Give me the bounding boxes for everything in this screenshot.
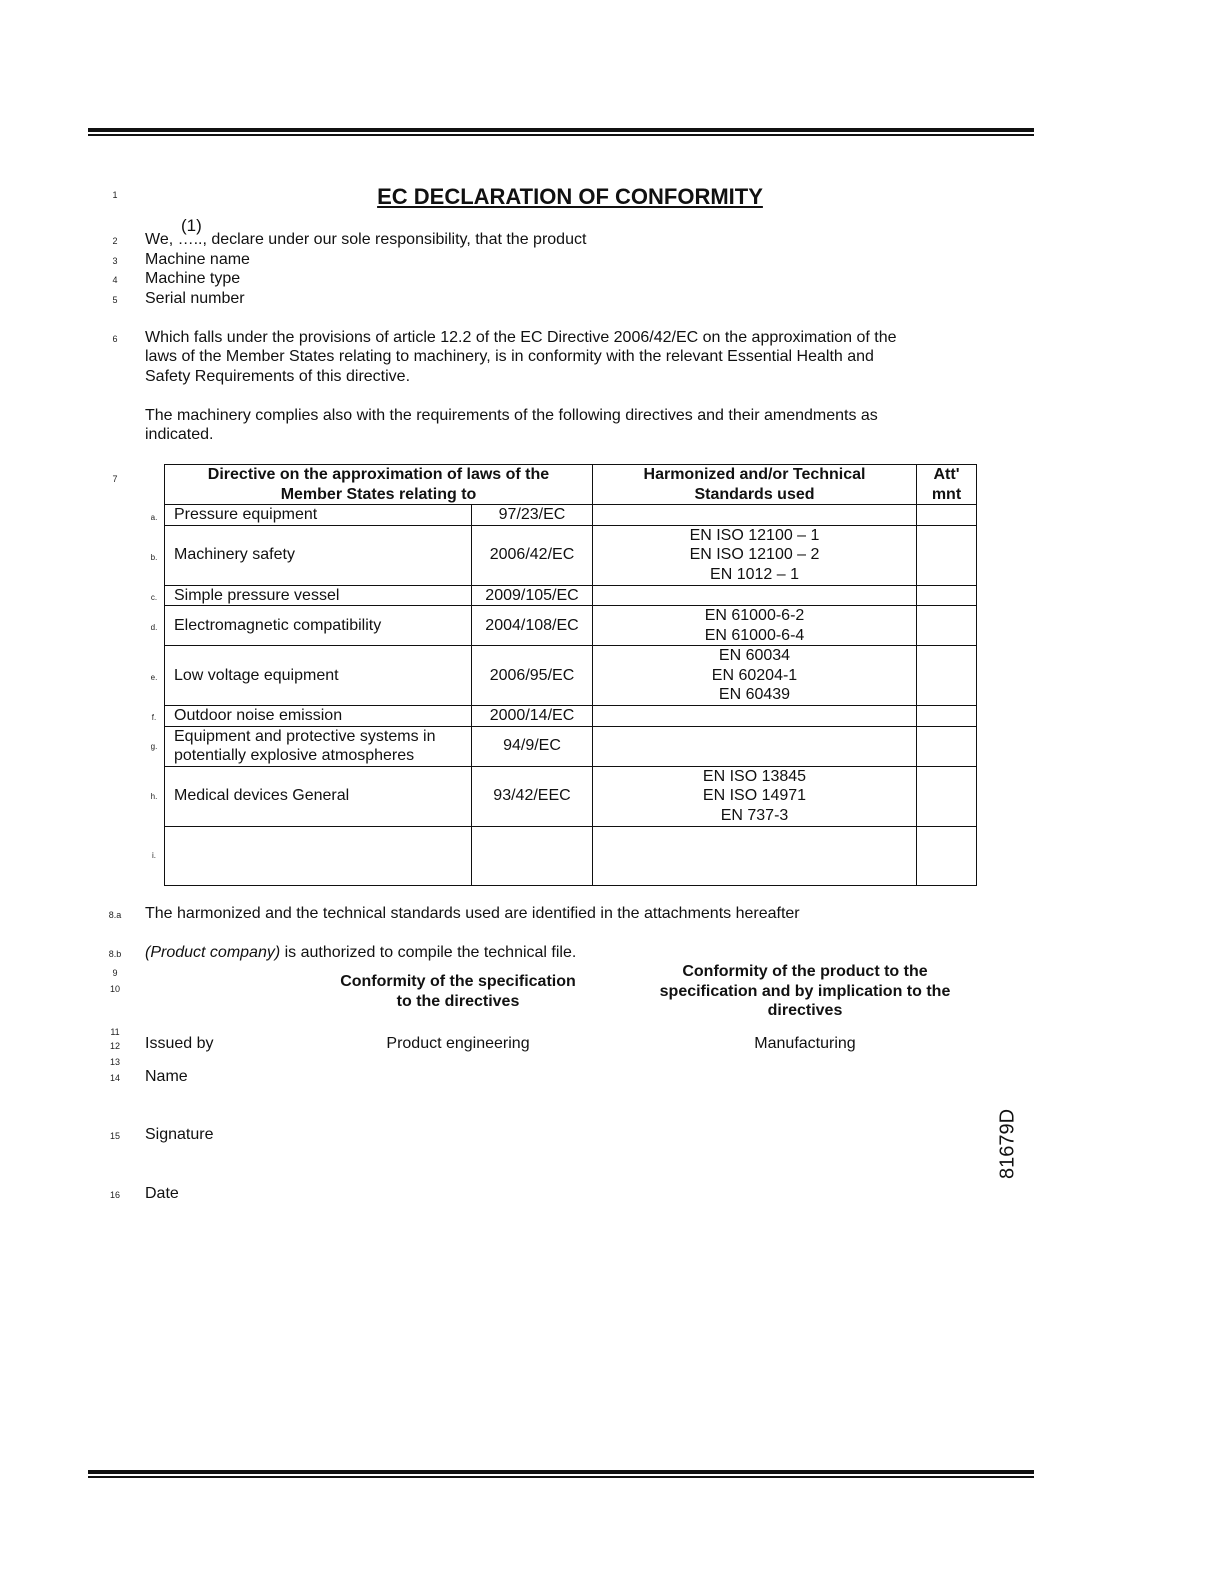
- row-label-g: g.: [150, 742, 158, 751]
- standards-cell: [593, 726, 917, 766]
- complies-paragraph-line: indicated.: [145, 426, 214, 443]
- line-number-8b: 8.b: [108, 949, 122, 959]
- issued-by-engineering: Product engineering: [386, 1035, 530, 1052]
- line-number-2: 2: [112, 236, 118, 246]
- line-number-13: 13: [109, 1057, 120, 1067]
- directive-name: Electromagnetic compatibility: [165, 606, 472, 646]
- standards-cell: [593, 525, 917, 585]
- standards-cell: [593, 826, 917, 885]
- line-number-3: 3: [112, 256, 118, 266]
- row-label-d: d.: [150, 623, 158, 632]
- note-8b: [145, 943, 576, 963]
- standard-item: EN 61000-6-2: [704, 607, 805, 624]
- line-number-1: 1: [112, 190, 118, 200]
- heading-line: specification and by implication to the: [659, 982, 951, 1000]
- standards-cell: [593, 505, 917, 526]
- directive-name: [165, 826, 472, 885]
- table-row: [165, 585, 977, 606]
- row-label-f: f.: [151, 713, 157, 722]
- table-header-row: [165, 465, 977, 505]
- attachment-cell: [917, 525, 977, 585]
- directive-code: 2006/95/EC: [472, 646, 593, 706]
- name-label: Name: [145, 1068, 188, 1085]
- directive-name: Pressure equipment: [165, 505, 472, 526]
- table-row: [165, 606, 977, 646]
- attachment-cell: [917, 726, 977, 766]
- row-label-e: e.: [150, 673, 158, 682]
- attachment-cell: [917, 585, 977, 606]
- line-number-11: 11: [110, 1027, 120, 1037]
- directive-name: Low voltage equipment: [165, 646, 472, 706]
- heading-line: directives: [767, 1002, 843, 1019]
- standards-cell: [593, 766, 917, 826]
- line-number-6: 6: [112, 334, 118, 344]
- table-row: [165, 766, 977, 826]
- row-label-c: c.: [150, 593, 158, 602]
- row-label-b: b.: [150, 553, 158, 562]
- top-rule: [88, 128, 1034, 136]
- standards-cell: [593, 706, 917, 727]
- bottom-rule: [88, 1470, 1034, 1478]
- footnote-marker: (1): [181, 216, 202, 235]
- line-number-8a: 8.a: [108, 910, 122, 920]
- page-title: EC DECLARATION OF CONFORMITY: [377, 184, 763, 209]
- attachment-cell: [917, 826, 977, 885]
- table-row: [165, 826, 977, 885]
- standard-item: EN 60034: [718, 647, 791, 665]
- row-label-i: i.: [152, 851, 156, 860]
- signature-label: Signature: [145, 1126, 214, 1143]
- line-number-4: 4: [112, 275, 118, 285]
- note-8b-text: is authorized to compile the technical file.: [280, 944, 577, 961]
- directive-code: 2009/105/EC: [472, 585, 593, 606]
- heading-line: to the directives: [396, 992, 520, 1010]
- note-8a: The harmonized and the technical standards used are identified in the attachments hereafter: [145, 905, 800, 922]
- serial-number-label: Serial number: [145, 290, 245, 307]
- provisions-paragraph-line: laws of the Member States relating to machinery, is in conformity with the relevant Essential Health and: [145, 348, 874, 365]
- line-number-15: 15: [109, 1131, 120, 1141]
- standards-cell: [593, 606, 917, 646]
- machine-type-label: Machine type: [145, 270, 241, 287]
- attachment-cell: [917, 606, 977, 646]
- directive-code: 94/9/EC: [472, 726, 593, 766]
- line-number-5: 5: [112, 295, 118, 305]
- line-number-16: 16: [109, 1190, 120, 1200]
- attachment-cell: [917, 766, 977, 826]
- header-attachment: Att' mnt: [917, 465, 977, 505]
- standard-item: EN 61000-6-4: [704, 626, 805, 644]
- standards-cell: [593, 585, 917, 606]
- standard-item: EN ISO 12100 – 2: [689, 546, 820, 564]
- line-number-10: 10: [109, 984, 120, 994]
- directive-code: 97/23/EC: [472, 505, 593, 526]
- line-number-7: 7: [112, 474, 118, 484]
- attachment-cell: [917, 505, 977, 526]
- directive-name-line: potentially explosive atmospheres: [174, 747, 415, 764]
- table-row: [165, 706, 977, 727]
- header-standards: Harmonized and/or Technical Standards used: [593, 465, 917, 505]
- figure-code: 81679D: [996, 1108, 1019, 1180]
- heading-line: Conformity of the product to the: [682, 963, 928, 980]
- directive-name: Outdoor noise emission: [165, 706, 472, 727]
- line-number-14: 14: [109, 1073, 120, 1083]
- line-number-9: 9: [112, 968, 118, 978]
- directives-table: [164, 464, 977, 886]
- attachment-cell: [917, 646, 977, 706]
- standard-item: EN 60204-1: [711, 666, 798, 684]
- issued-by-label: Issued by: [145, 1035, 214, 1052]
- standard-item: EN ISO 12100 – 1: [689, 526, 820, 544]
- directive-name: Medical devices General: [165, 766, 472, 826]
- spec-conformity-heading: [300, 972, 616, 1011]
- table-row: [165, 505, 977, 526]
- issued-by-manufacturing: Manufacturing: [754, 1035, 856, 1052]
- provisions-paragraph-line: Safety Requirements of this directive.: [145, 368, 411, 385]
- directive-name-line: Equipment and protective systems in: [174, 727, 436, 745]
- attachment-cell: [917, 706, 977, 727]
- table-row: [165, 726, 977, 766]
- line-number-12: 12: [109, 1041, 120, 1051]
- header-directive: Directive on the approximation of laws of the Member States relating to: [165, 465, 593, 505]
- directive-code: 2000/14/EC: [472, 706, 593, 727]
- product-company-placeholder: (Product company): [145, 944, 281, 961]
- table-row: [165, 525, 977, 585]
- heading-line: Conformity of the specification: [340, 973, 576, 990]
- row-label-a: a.: [150, 513, 158, 522]
- we-declare-line: We, ….., declare under our sole responsibility, that the product: [145, 231, 587, 248]
- standard-item: EN 737-3: [720, 806, 789, 824]
- directive-name: Machinery safety: [165, 525, 472, 585]
- product-conformity-heading: [640, 962, 970, 1021]
- directive-code: 2006/42/EC: [472, 525, 593, 585]
- complies-paragraph-line: The machinery complies also with the requirements of the following directives and their amendments as: [145, 407, 878, 424]
- standard-item: EN 60439: [718, 686, 791, 704]
- date-label: Date: [145, 1185, 179, 1202]
- row-label-h: h.: [150, 792, 158, 801]
- standards-cell: [593, 646, 917, 706]
- directive-code: 93/42/EEC: [472, 766, 593, 826]
- table-row: [165, 646, 977, 706]
- directive-code: [472, 826, 593, 885]
- directive-name: [165, 726, 472, 766]
- provisions-paragraph-line: Which falls under the provisions of article 12.2 of the EC Directive 2006/42/EC on the approximation of the: [145, 329, 897, 346]
- directive-code: 2004/108/EC: [472, 606, 593, 646]
- machine-name-label: Machine name: [145, 251, 250, 268]
- directive-name: Simple pressure vessel: [165, 585, 472, 606]
- standard-item: EN ISO 13845: [702, 767, 807, 785]
- standard-item: EN ISO 14971: [702, 787, 807, 805]
- standard-item: EN 1012 – 1: [710, 565, 799, 583]
